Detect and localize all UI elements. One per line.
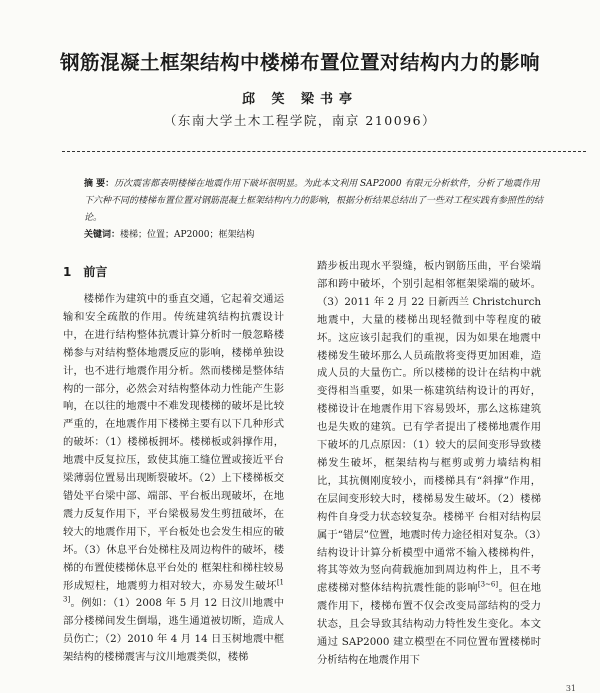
paper-affiliation: （东南大学土木工程学院，南京 210096） <box>163 113 437 128</box>
page-number: 31 <box>565 684 576 693</box>
right-paragraph <box>317 258 541 670</box>
left-paragraph <box>63 291 284 667</box>
section-title: 前言 <box>83 265 108 279</box>
right-citation: [3~6] <box>477 580 499 589</box>
left-paragraph-tail: 。例如：（1）2008 年 5 月 12 日汶川地震中部分楼梯间发生倒塌，逃生通道被切断，造成人员伤亡；（2）2010 年 4 月 14 日玉树地震中框架结构的楼梯震害与汶川地震类似，楼梯 <box>63 597 284 664</box>
keywords-line <box>84 227 548 244</box>
right-paragraph-text: 踏步板出现水平裂缝，板内钢筋压曲，平台梁端部和跨中破坏，个别引起相邻框架梁端的破坏。（3）2011 年 2 月 22 日新西兰 Christchurch 地震中，大量的楼梯出现轻微到中等程度的破坏。这应该引起我们的重视，因为如果在地震中楼梯发生破坏那么人员疏散将变得更加困难，造成人员的大量伤亡。所以楼梯的设计在结构中就变得相当重要，如果一栋建筑结构设计的再好，楼梯设计在地震作用下容易毁坏，那么这栋建筑也是失败的建筑。已有学者提出了楼梯地震作用下破坏的几点原因：（1）较大的层间变形导致楼梯发生破坏，框架结构与框剪或剪力墙结构相比，其抗侧刚度较小，而楼梯具有“斜撑”作用，在层间变形较大时，楼梯易发生破坏。（2）楼梯构件自身受力状态较复杂。楼梯平 台相对结构层属于“错层”位置，地震时传力途径相对复杂。（3）结构设计计算分析模型中通常不输入楼梯构件，将其等效为竖向荷载施加到周边构件上，且不考虑楼梯对整体结构抗震性能的影响 <box>317 260 541 595</box>
left-column <box>63 258 284 667</box>
abstract-label: 摘 要： <box>84 179 115 189</box>
header-divider <box>62 151 586 152</box>
right-column <box>317 258 541 670</box>
section-heading <box>63 262 284 282</box>
right-paragraph-tail: 。但在地震作用下，楼梯布置不仅会改变局部结构的受力状态，且会导致其结构动力特性发生变化。本文通过 SAP2000 建立模型在不同位置布置楼梯时分析结构在地震作用下 <box>317 582 542 666</box>
paper-title: 钢筋混凝土框架结构中楼梯布置位置对结构内力的影响 <box>59 51 540 74</box>
paper-authors: 邱 笑 梁书亭 <box>241 92 359 107</box>
abstract-text: 历次震害都表明楼梯在地震作用下破坏很明显。为此本文利用 SAP2000 有限元分析软件，分析了地震作用下六种不同的楼梯布置位置对钢筋混凝土框架结构内力的影响，根据分析结果总结出了一些对工程实践有参照性的结论。 <box>84 179 544 223</box>
left-paragraph-text: 楼梯作为建筑中的垂直交通，它起着交通运输和安全疏散的作用。传统建筑结构抗震设计中，在进行结构整体抗震计算分析时一般忽略楼梯参与对结构整体地震反应的影响，楼梯单独设计，也不进行地震作用分析。然而楼梯是整体结构的一部分，必然会对结构整体动力性能产生影响，在以往的地震中不难发现楼梯的破坏是比较严重的，在地震作用下楼梯主要有以下几种形式的破坏：（1）楼梯板拥坏。楼梯板或斜撑作用，地震中反复拉压，致使其施工缝位置或接近平台梁薄弱位置易出现断裂破坏。（2）上下楼梯板交错处平台梁中部、端部、平台板出现破坏，在地震力反复作用下，平台梁极易发生剪扭破坏，在较大的地震作用下，平台板处也会发生相应的破坏。（3）休息平台处梯柱及周边构件的破坏，楼梯的布置使楼梯休息平台处的 框架柱和梯柱较易形成短柱，地震剪力相对较大，亦易发生破坏 <box>63 293 284 592</box>
keywords-text: 楼梯；位置；AP2000；框架结构 <box>120 230 255 240</box>
left-citation: [1 3] <box>63 578 284 604</box>
section-number: 1 <box>63 265 72 279</box>
abstract-block <box>84 176 548 244</box>
keywords-label: 关键词： <box>84 230 121 240</box>
